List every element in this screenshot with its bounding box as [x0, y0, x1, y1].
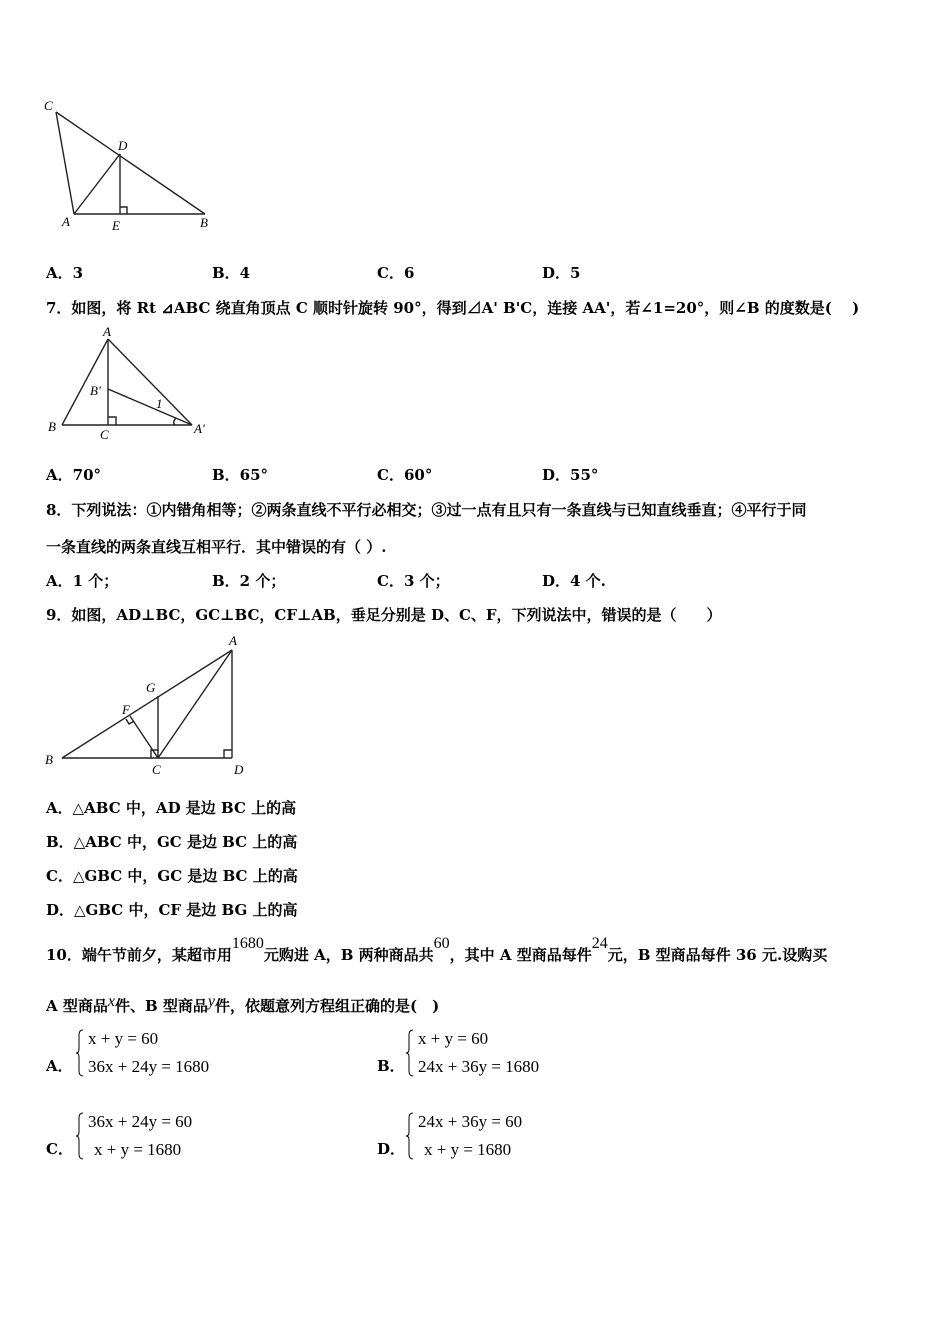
q6-label-d: D: [118, 138, 128, 153]
q10-option-a-label: A．: [46, 1057, 73, 1075]
q10-option-a-eq1: x + y = 60: [88, 1029, 159, 1048]
q7-label-a-prime: A': [194, 421, 205, 436]
q10-text-part5: A 型商品: [46, 997, 108, 1015]
brace-icon: [406, 1112, 414, 1160]
q7-label-a: A: [103, 324, 111, 339]
q9-label-g: G: [146, 680, 156, 695]
q9-label-f: F: [122, 702, 130, 717]
q9-text: 9．如图，AD⊥BC，GC⊥BC，CF⊥AB，垂足分别是 D、C、F，下列说法中，错误的是（ ）: [46, 606, 722, 624]
q7-text: 7．如图，将 Rt ⊿ABC 绕直角顶点 C 顺时针旋转 90°，得到⊿A' B'C，连接 AA'，若∠1=20°，则∠B 的度数是( ): [46, 299, 860, 317]
q7-option-c: C．60°: [377, 466, 433, 484]
q10-text-part1: 10．端午节前夕，某超市用: [46, 946, 232, 964]
q9-label-b: B: [45, 752, 53, 767]
q10-option-d-eq2: x + y = 1680: [424, 1140, 512, 1159]
q10-text-line2: [46, 995, 439, 1016]
q10-var-x: x: [107, 993, 115, 1010]
q6-option-d: D．5: [542, 264, 581, 282]
q10-option-c-eq2: x + y = 1680: [94, 1140, 182, 1159]
q7-label-angle-1: 1: [156, 396, 163, 411]
q8-option-b: B．2 个；: [212, 572, 286, 590]
q6-option-a: A．3: [46, 264, 84, 282]
q10-var-y: y: [207, 993, 215, 1010]
q6-option-c: C．6: [377, 264, 415, 282]
q6-label-a: A: [62, 214, 70, 229]
q7-option-b: B．65°: [212, 466, 269, 484]
q7-option-d: D．55°: [542, 466, 599, 484]
q10-option-a-eq2: 36x + 24y = 1680: [88, 1057, 210, 1076]
q7-figure: [40, 323, 220, 443]
q10-text-part6: 件、B 型商品: [114, 997, 208, 1015]
q10-price-a: 24: [591, 935, 608, 952]
q10-total-items: 60: [433, 935, 450, 952]
q9-label-c: C: [152, 762, 161, 777]
q9-figure: [40, 630, 255, 782]
q10-option-c-label: C．: [46, 1140, 73, 1158]
q10-total-money: 1680: [231, 935, 264, 952]
q8-option-d: D．4 个.: [542, 572, 606, 590]
brace-icon: [76, 1112, 84, 1160]
q10-option-b-label: B．: [377, 1057, 405, 1075]
brace-icon: [76, 1029, 84, 1077]
q10-text-part7: 件，依题意列方程组正确的是( ): [215, 997, 440, 1015]
brace-icon: [406, 1029, 414, 1077]
q8-option-c: C．3 个；: [377, 572, 450, 590]
q10-option-b-eq1: x + y = 60: [418, 1029, 489, 1048]
q10-text-part2: 元购进 A，B 两种商品共: [263, 946, 434, 964]
q7-label-b: B: [48, 419, 56, 434]
q8-text-line2: 一条直线的两条直线互相平行．其中错误的有（ ）.: [46, 538, 387, 556]
q9-option-d: D．△GBC 中，CF 是边 BG 上的高: [46, 901, 298, 919]
q9-option-b: B．△ABC 中，GC 是边 BC 上的高: [46, 833, 298, 851]
q7-option-a: A．70°: [46, 466, 102, 484]
q9-label-a: A: [229, 633, 237, 648]
q10-text-part3: ，其中 A 型商品每件: [449, 946, 592, 964]
q9-option-c: C．△GBC 中，GC 是边 BC 上的高: [46, 867, 298, 885]
q6-option-b: B．4: [212, 264, 251, 282]
q10-option-d-label: D．: [377, 1140, 406, 1158]
q10-option-c-eq1: 36x + 24y = 60: [88, 1112, 193, 1131]
q9-option-a: A．△ABC 中，AD 是边 BC 上的高: [46, 799, 297, 817]
q10-text-line1: [46, 935, 828, 965]
q8-option-a: A．1 个；: [46, 572, 119, 590]
q10-option-d-eq1: 24x + 36y = 60: [418, 1112, 523, 1131]
q6-figure: [40, 92, 230, 237]
q9-label-d: D: [234, 762, 244, 777]
q7-label-c: C: [100, 427, 109, 442]
q7-label-b-prime: B': [90, 383, 101, 398]
q10-option-b-eq2: 24x + 36y = 1680: [418, 1057, 540, 1076]
q6-label-e: E: [112, 218, 120, 233]
q6-label-b: B: [200, 215, 208, 230]
q10-text-part4: 元，B 型商品每件 36 元.设购买: [607, 946, 828, 964]
q6-label-c: C: [44, 98, 53, 113]
q8-text-line1: 8．下列说法：①内错角相等；②两条直线不平行必相交；③过一点有且只有一条直线与已知直线垂直；④平行于同: [46, 501, 807, 519]
